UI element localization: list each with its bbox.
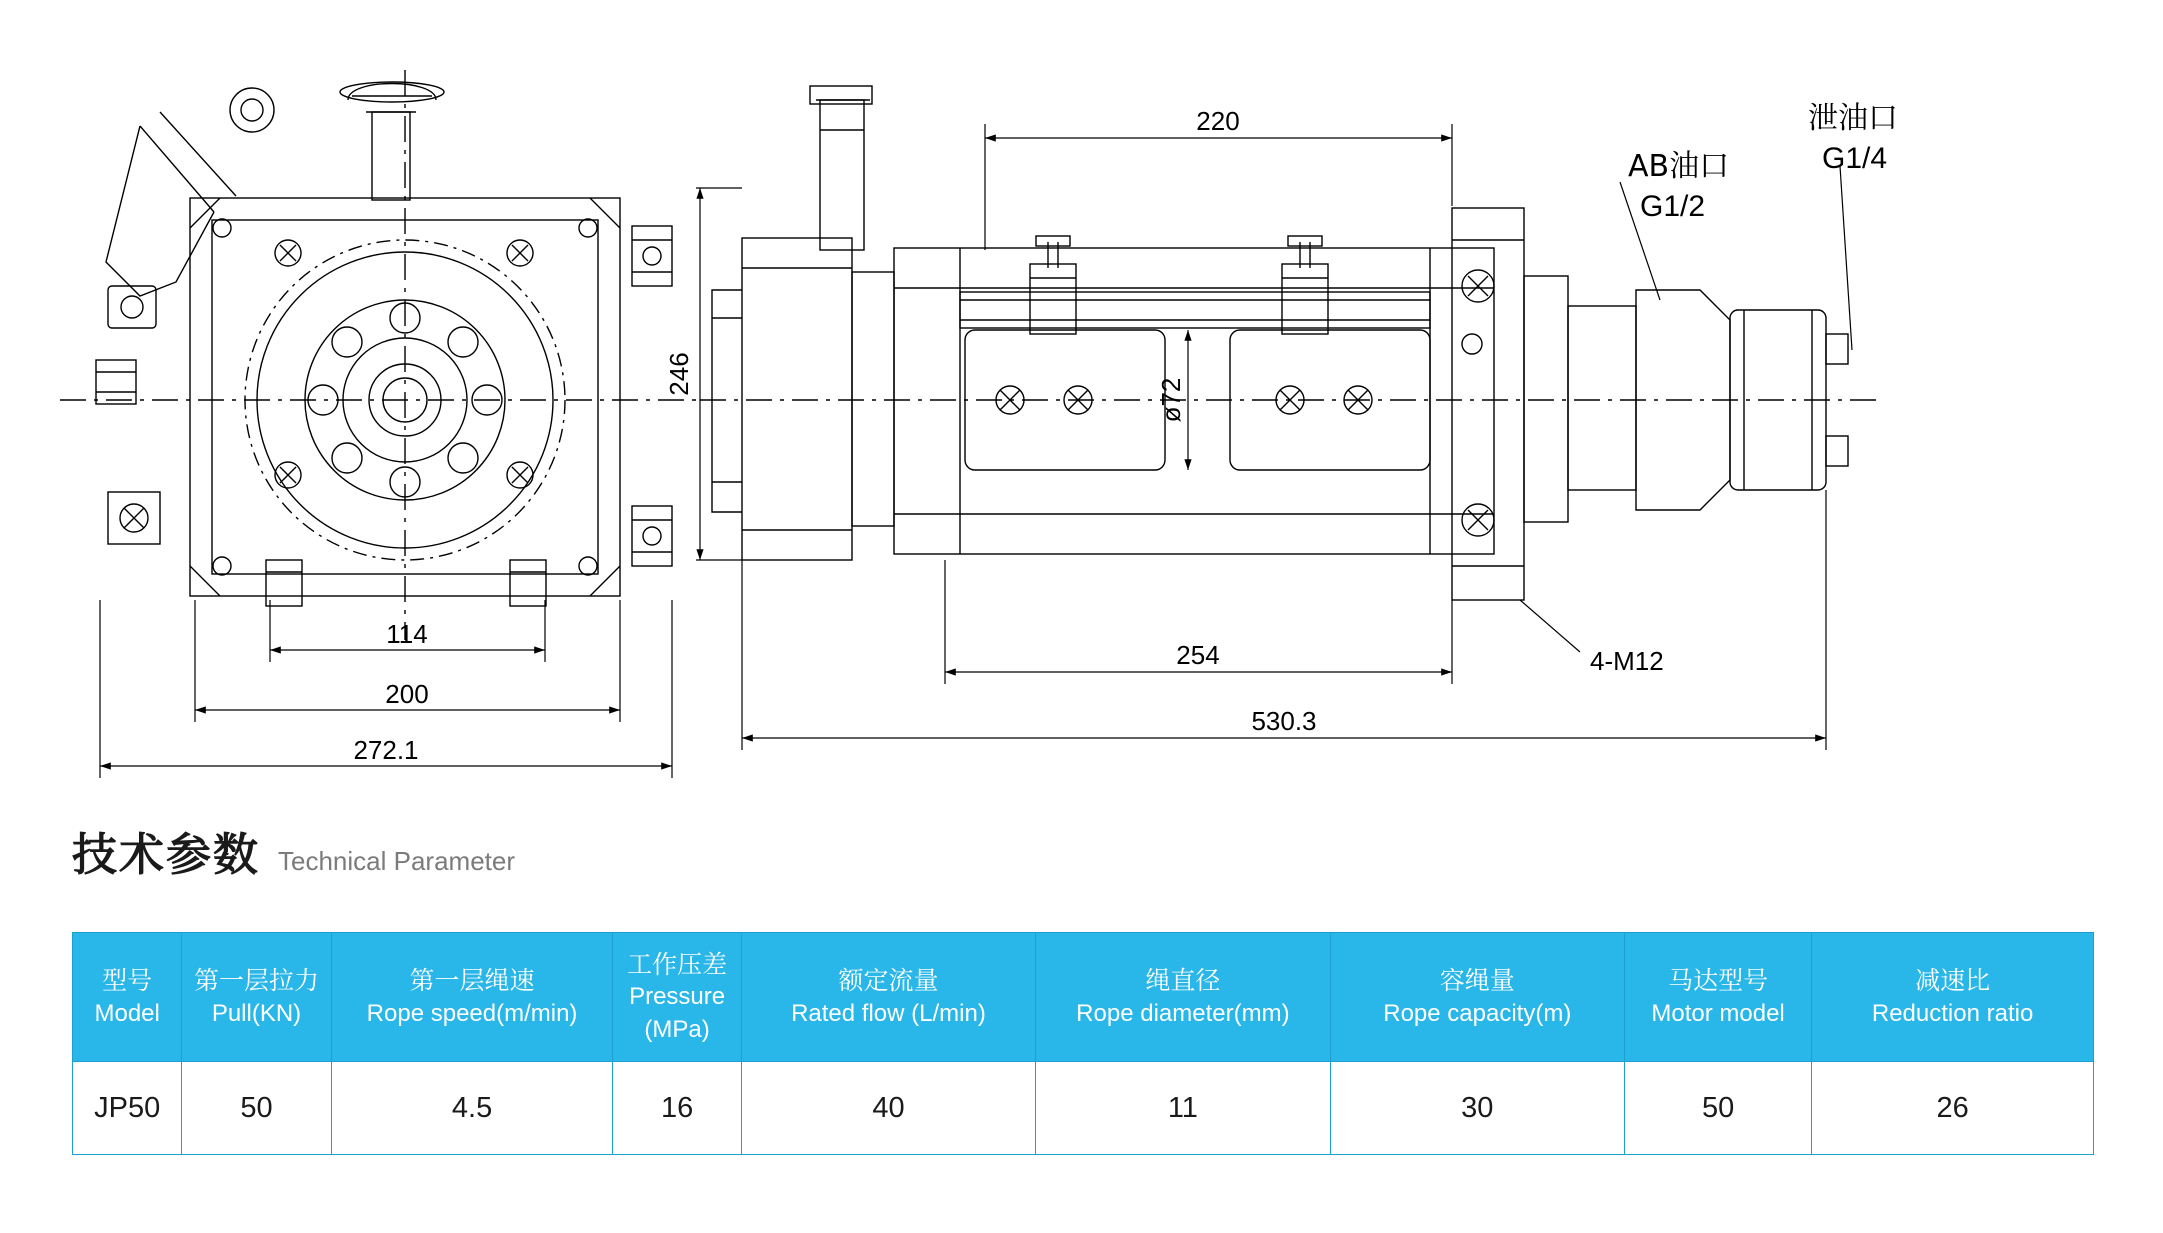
- cell-reduction-ratio: 26: [1812, 1062, 2094, 1155]
- cell-rope-speed: 4.5: [331, 1062, 613, 1155]
- dim-254: 254: [1176, 640, 1220, 670]
- label-drain-port-cn: 泄油口: [1808, 101, 1898, 136]
- cell-motor-model: 50: [1625, 1062, 1812, 1155]
- column-header-pressure: [613, 933, 741, 1062]
- column-header-motor-model-en: Motor model: [1651, 999, 1785, 1027]
- section-heading-cn: 技术参数: [72, 828, 261, 881]
- label-drain-port-size: G1/4: [1822, 142, 1888, 175]
- cell-model: JP50: [73, 1062, 182, 1155]
- label-ab-port-cn: AB油口: [1628, 149, 1730, 184]
- dim-272: 272.1: [353, 735, 419, 765]
- table-header-row: [73, 933, 2094, 1062]
- column-header-model-cn: 型号: [102, 965, 153, 995]
- column-header-motor-model-cn: 马达型号: [1668, 965, 1769, 995]
- dim-246: 246: [664, 352, 694, 396]
- column-header-rated-flow-en: Rated flow (L/min): [791, 999, 986, 1027]
- cell-pull: 50: [182, 1062, 331, 1155]
- column-header-rope-capacity-en: Rope capacity(m): [1383, 999, 1572, 1027]
- column-header-pull: [182, 933, 331, 1062]
- column-header-rope-speed: [331, 933, 613, 1062]
- column-header-pressure-en2: (MPa): [644, 1015, 710, 1043]
- technical-parameter-table: [72, 932, 2094, 1155]
- column-header-model-en: Model: [94, 999, 160, 1027]
- column-header-rope-capacity-cn: 容绳量: [1439, 965, 1515, 995]
- dim-200: 200: [385, 679, 429, 709]
- note-4-m12: 4-M12: [1590, 646, 1664, 676]
- dim-530: 530.3: [1251, 706, 1317, 736]
- column-header-rated-flow: [741, 933, 1035, 1062]
- column-header-model: [73, 933, 182, 1062]
- column-header-reduction-ratio-cn: 减速比: [1915, 965, 1991, 995]
- front-view-geometry: [60, 70, 700, 640]
- column-header-motor-model: [1625, 933, 1812, 1062]
- table-row: [73, 1062, 2094, 1155]
- column-header-rope-speed-cn: 第一层绳速: [409, 965, 535, 995]
- dim-114: 114: [386, 619, 428, 649]
- dim-72: ø72: [1156, 377, 1186, 423]
- column-header-reduction-ratio-en: Reduction ratio: [1871, 999, 2034, 1027]
- cell-pressure: 16: [613, 1062, 741, 1155]
- column-header-reduction-ratio: [1812, 933, 2094, 1062]
- column-header-rated-flow-cn: 额定流量: [838, 965, 939, 995]
- column-header-pressure-en: Pressure: [629, 983, 726, 1011]
- cell-rope-capacity: 30: [1330, 1062, 1624, 1155]
- column-header-rope-diameter: [1036, 933, 1330, 1062]
- column-header-pressure-cn: 工作压差: [627, 949, 728, 979]
- section-heading-en: Technical Parameter: [278, 846, 516, 876]
- section-heading: [72, 818, 515, 883]
- dim-220: 220: [1196, 106, 1240, 136]
- column-header-pull-en: Pull(KN): [211, 999, 302, 1027]
- cell-rated-flow: 40: [741, 1062, 1035, 1155]
- column-header-pull-cn: 第一层拉力: [193, 965, 319, 995]
- column-header-rope-speed-en: Rope speed(m/min): [366, 999, 578, 1027]
- cell-rope-diameter: 11: [1036, 1062, 1330, 1155]
- column-header-rope-diameter-cn: 绳直径: [1145, 965, 1221, 995]
- label-ab-port-size: G1/2: [1640, 190, 1706, 223]
- column-header-rope-capacity: [1330, 933, 1624, 1062]
- column-header-rope-diameter-en: Rope diameter(mm): [1076, 999, 1290, 1027]
